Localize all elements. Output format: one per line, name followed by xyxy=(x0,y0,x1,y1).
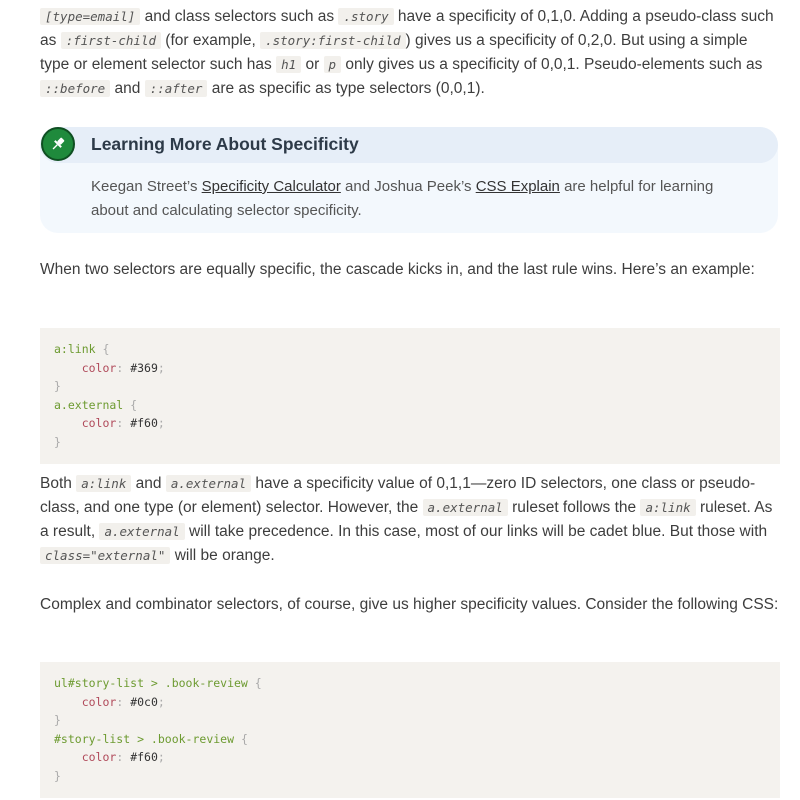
inline-code: :first-child xyxy=(61,32,161,49)
css-explain-link[interactable]: CSS Explain xyxy=(475,178,560,195)
code-line: a.external { xyxy=(54,397,138,412)
code-line: #story-list > .book-review { xyxy=(54,731,248,746)
code-line: color: #f60; xyxy=(81,416,165,430)
intro-paragraph: [type=email] and class selectors such as .story have a specificity of 0,1,0. Adding a pseudo-class such as :first-child (for example, .story:first-child ) gives us a specificity of 0,2,0. But using a simple type or element selector such has h1 or p only gives us a specificity of 0,0,1. Pseudo-elements such as ::before and ::after are as specific as type selectors (0,0,1). xyxy=(40,8,774,97)
inline-code: p xyxy=(324,56,342,73)
inline-code: a:link xyxy=(640,499,695,516)
inline-code: h1 xyxy=(276,56,301,73)
code-block xyxy=(40,662,780,798)
code-line: a:link { xyxy=(54,342,110,356)
inline-code: ::before xyxy=(40,80,110,97)
inline-code: a.external xyxy=(99,523,184,540)
code-line: color: #369; xyxy=(81,360,165,375)
callout-body: Keegan Street’s Specificity Calculator and Joshua Peek’s CSS Explain are helpful for learning about and calculating selector specificity. xyxy=(91,178,714,219)
inline-code: .story xyxy=(338,8,393,25)
inline-code: .story:first-child xyxy=(260,32,405,49)
combinator-paragraph: Complex and combinator selectors, of course, give us higher specificity values. Consider the following CSS: xyxy=(40,596,779,613)
code-line: color: #f60; xyxy=(81,750,165,764)
pushpin-icon-glyph xyxy=(49,135,67,153)
code-line: } xyxy=(54,379,61,393)
code-line: } xyxy=(54,768,61,783)
inline-code: class="external" xyxy=(40,547,170,564)
code-block xyxy=(40,328,780,464)
inline-code: a.external xyxy=(166,475,251,492)
inline-code: a.external xyxy=(423,499,508,516)
equal-specificity-paragraph: Both a:link and a.external have a specificity value of 0,1,1—zero ID selectors, one class or pseudo-class, and one type (or element) selector. However, the a.external ruleset follows the a:link ruleset. As a result, a.external will take precedence. In this case, most of our links will be cadet blue. But those with class="external" will be orange. xyxy=(40,475,773,564)
inline-code: [type=email] xyxy=(40,8,140,25)
code-line: } xyxy=(54,434,61,449)
pushpin-icon xyxy=(41,127,75,161)
callout-header xyxy=(40,127,778,163)
specificity-callout xyxy=(40,127,778,233)
code-line: ul#story-list > .book-review { xyxy=(54,676,262,690)
code-line: } xyxy=(54,713,61,727)
specificity-calculator-link[interactable]: Specificity Calculator xyxy=(201,178,341,195)
inline-code: a:link xyxy=(76,475,131,492)
callout-title: Learning More About Specificity xyxy=(91,134,359,154)
cascade-paragraph: When two selectors are equally specific, the cascade kicks in, and the last rule wins. Here’s an example: xyxy=(40,261,755,278)
inline-code: ::after xyxy=(145,80,208,97)
code-line: color: #0c0; xyxy=(81,694,165,709)
